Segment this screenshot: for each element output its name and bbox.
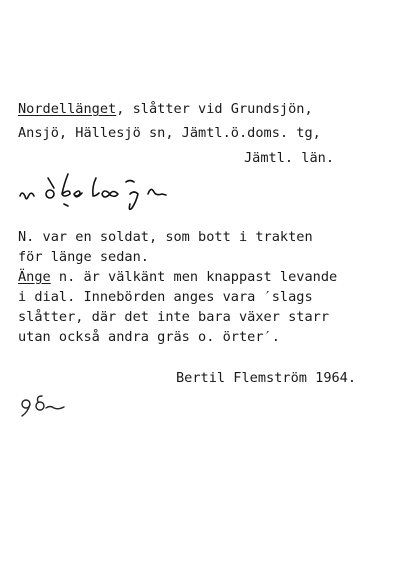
header-line-3: Jämtl. län. bbox=[244, 150, 335, 166]
body-line-3-rest: n. är välkänt men knappast levande bbox=[50, 269, 338, 285]
header-line-1 bbox=[18, 100, 313, 118]
header-line-2: Ansjö, Hällesjö sn, Jämtl.ö.doms. tg, bbox=[18, 125, 321, 141]
body-line-3 bbox=[18, 268, 337, 286]
body-line-5: slåtter, där det inte bara växer starr bbox=[18, 309, 329, 325]
headword: Nordellänget bbox=[18, 101, 117, 117]
signature: Bertil Flemström 1964. bbox=[176, 370, 357, 386]
header-rest: , slåtter vid Grundsjön, bbox=[116, 101, 313, 117]
phonetic-transcription bbox=[14, 170, 194, 218]
body-line-4: i dial. Innebörden anges vara ′slags bbox=[18, 289, 313, 305]
body-term: Änge bbox=[18, 269, 51, 285]
handwritten-number bbox=[12, 392, 72, 420]
body-line-6: utan också andra gräs o. örter′. bbox=[18, 329, 280, 345]
body-line-1: N. var en soldat, som bott i trakten bbox=[18, 229, 313, 245]
body-line-2: för länge sedan. bbox=[18, 249, 149, 265]
